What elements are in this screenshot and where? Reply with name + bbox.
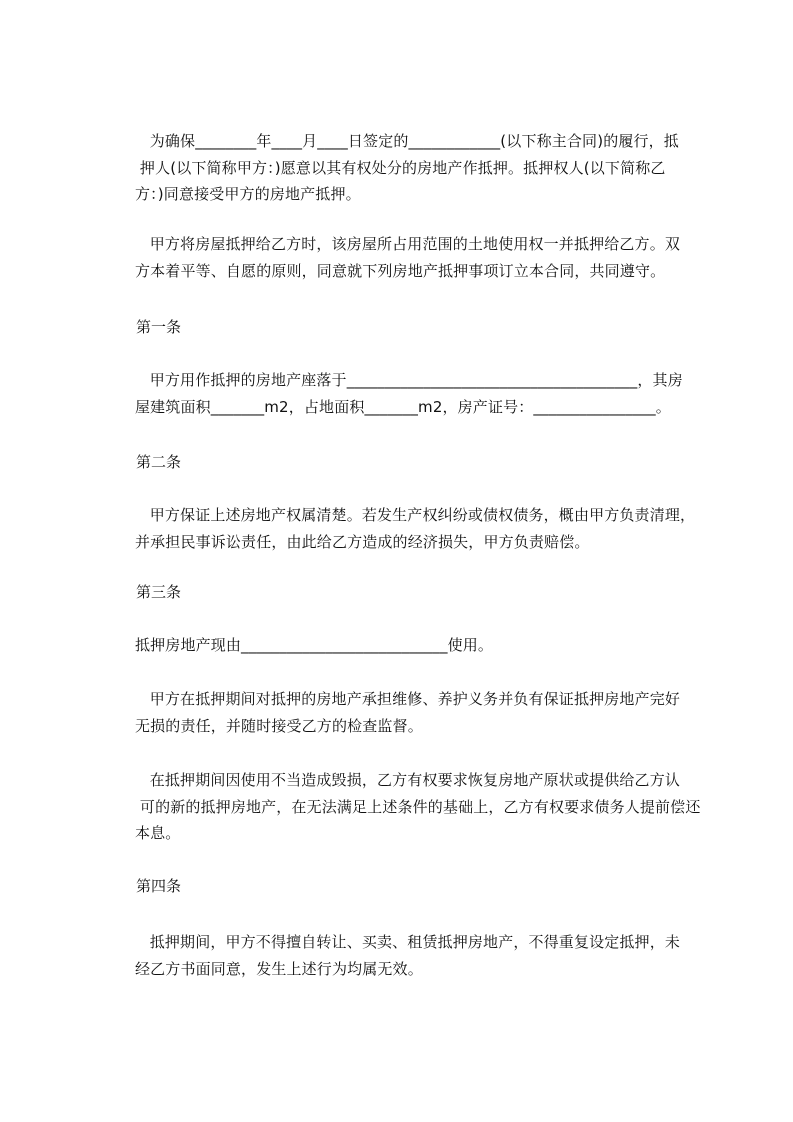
article-3-damage-line-3: 本息。 — [135, 824, 181, 842]
article-3-damage-paragraph — [135, 767, 715, 847]
article-3-maintenance-paragraph — [135, 686, 715, 739]
article-2-line-2: 并承担民事诉讼责任，由此给乙方造成的经济损失，甲方负责赔偿。 — [135, 532, 590, 551]
article-3-usage-line: 抵押房地产现由___________________________使用。 — [135, 636, 494, 654]
article-2-heading: 第二条 — [136, 453, 182, 471]
article-3-heading: 第三条 — [136, 583, 182, 601]
article-2-paragraph — [135, 502, 715, 555]
article-4-line-2: 经乙方书面同意，发生上述行为均属无效。 — [135, 959, 423, 978]
intro-paragraph — [135, 128, 715, 208]
article-2-line-1: 甲方保证上述房地产权属清楚。若发生产权纠纷或债权债务，概由甲方负责清理， — [135, 506, 696, 524]
intro-line-2: 押人(以下简称甲方：)愿意以其有权处分的房地产作抵押。抵押权人(以下简称乙 — [135, 158, 666, 177]
article-3-usage-paragraph — [135, 632, 715, 659]
article-3-maintenance-line-2: 无损的责任，并随时接受乙方的检查监督。 — [135, 716, 423, 735]
intro-line-1: 为确保________年____月____日签定的____________(以下称主合同)的履行，抵 — [135, 132, 679, 150]
article-3-damage-line-1: 在抵押期间因使用不当造成毁损，乙方有权要求恢复房地产原状或提供给乙方认 — [135, 771, 681, 789]
article-3-maintenance-line-1: 甲方在抵押期间对抵押的房地产承担维修、养护义务并负有保证抵押房地产完好 — [135, 690, 681, 708]
article-4-line-1: 抵押期间，甲方不得擅自转让、买卖、租赁抵押房地产，不得重复设定抵押，未 — [135, 933, 681, 951]
article-3-damage-line-2: 可的新的抵押房地产，在无法满足上述条件的基础上，乙方有权要求债务人提前偿还 — [135, 797, 701, 816]
article-4-heading: 第四条 — [136, 877, 182, 895]
intro-line-3: 方：)同意接受甲方的房地产抵押。 — [135, 185, 361, 203]
article-4-paragraph — [135, 929, 715, 982]
binding-line-2: 方本着平等、自愿的原则，同意就下列房地产抵押事项订立本合同，共同遵守。 — [135, 261, 666, 280]
binding-paragraph — [135, 231, 715, 284]
article-1-heading: 第一条 — [136, 318, 182, 336]
article-1-line-2: 屋建筑面积_______m2，占地面积_______m2，房产证号：________________。 — [135, 397, 671, 416]
article-1-paragraph — [135, 367, 715, 420]
article-1-line-1: 甲方用作抵押的房地产座落于______________________________________，其房 — [135, 371, 683, 389]
binding-line-1: 甲方将房屋抵押给乙方时，该房屋所占用范围的土地使用权一并抵押给乙方。双 — [135, 235, 681, 253]
